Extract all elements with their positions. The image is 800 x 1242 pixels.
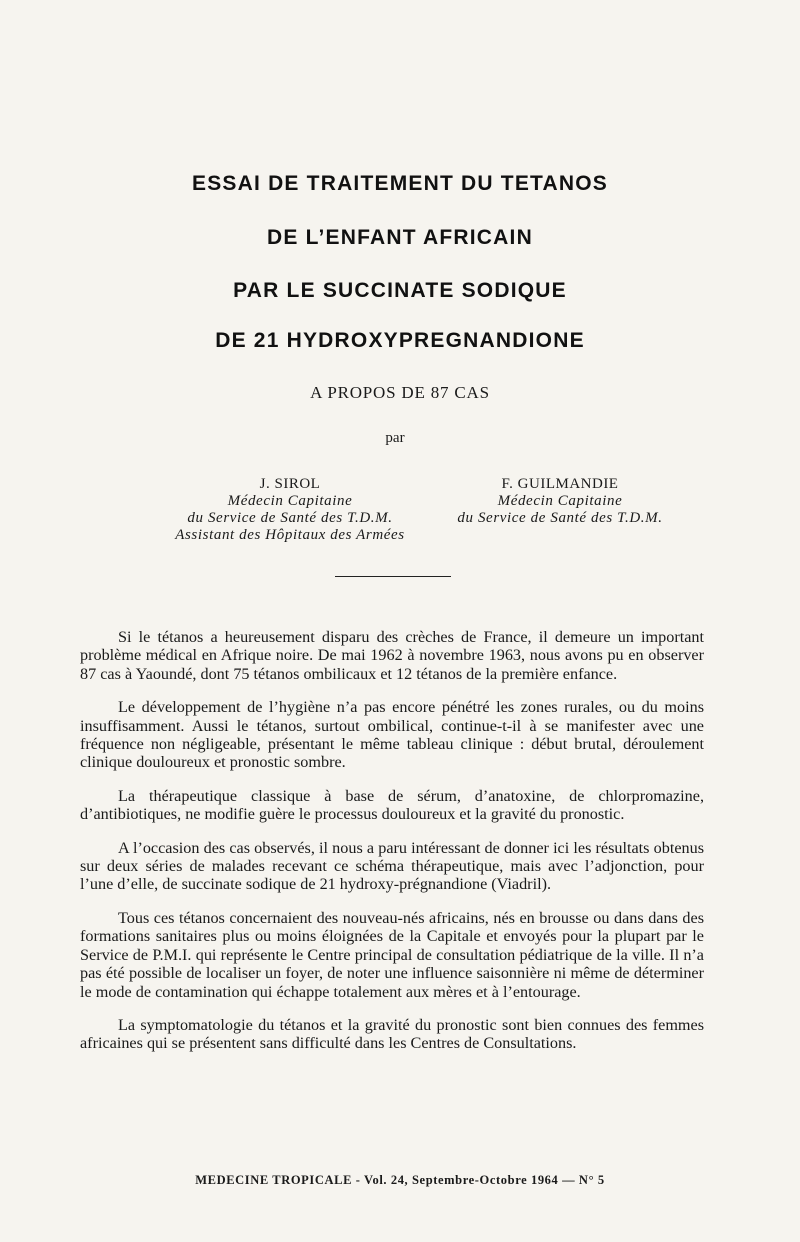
subtitle: A PROPOS DE 87 CAS — [310, 383, 490, 402]
author-guilmandie — [420, 476, 700, 527]
author-name: F. GUILMANDIE — [501, 476, 619, 492]
author-role: du Service de Santé des T.D.M. — [187, 510, 393, 526]
title-line-4: DE 21 HYDROXYPREGNANDIONE — [215, 329, 585, 352]
paragraph: Si le tétanos a heureusement disparu des crèches de France, il demeure un important problème médical en Afrique noire. De mai 1962 à novembre 1963, nous avons pu en observer 87 cas à Yaoundé, dont 75 tétanos ombilicaux et 12 tétanos de la première enfance. — [80, 628, 704, 683]
author-role: Assistant des Hôpitaux des Armées — [175, 527, 405, 543]
author-role: Médecin Capitaine — [227, 493, 353, 509]
paragraph: La thérapeutique classique à base de sérum, d’anatoxine, de chlorpromazine, d’antibiotiques, ne modifie guère le processus douloureux et la gravité du pronostic. — [80, 786, 704, 824]
paragraph: A l’occasion des cas observés, il nous a paru intéressant de donner ici les résultats obtenus sur deux séries de malades recevant ce schéma thérapeutique, mais avec l’adjonction, pour l’une d’elle, de succinate sodique de 21 hydroxy-prégnandione (Viadril). — [80, 838, 704, 894]
paragraph: Tous ces tétanos concernaient des nouveau-nés africains, nés en brousse ou dans dans des formations sanitaires plus ou moins éloignées de la Capitale et envoyés pour la plupart par le Service de P.M.I. qui représente le Centre principal de consultation pédiatrique de la ville. Il n’a pas été possible de localiser un foyer, de noter une influence saisonnière ni même de déterminer le mode de contamination qui échappe totalement aux mères et à l’entourage. — [80, 908, 704, 1001]
by-line: par — [385, 430, 405, 446]
title-line-1: ESSAI DE TRAITEMENT DU TETANOS — [192, 172, 608, 195]
paragraph: La symptomatologie du tétanos et la gravité du pronostic sont bien connues des femmes africaines qui se présentent sans difficulté dans les Centres de Consultations. — [80, 1015, 704, 1053]
author-name: J. SIROL — [259, 476, 321, 492]
author-role: Médecin Capitaine — [497, 493, 623, 509]
author-sirol — [140, 476, 440, 544]
author-role: du Service de Santé des T.D.M. — [457, 510, 663, 526]
separator-rule — [335, 576, 451, 577]
title-line-2: DE L’ENFANT AFRICAIN — [267, 226, 533, 249]
journal-footer: MEDECINE TROPICALE - Vol. 24, Septembre-Octobre 1964 — N° 5 — [195, 1173, 605, 1187]
paragraph: Le développement de l’hygiène n’a pas encore pénétré les zones rurales, ou du moins insuffisamment. Aussi le tétanos, surtout ombilical, continue-t-il à se manifester avec une fréquence non négligeable, présentant le même tableau clinique : début brutal, déroulement clinique douloureux et pronostic sombre. — [80, 698, 704, 772]
title-line-3: PAR LE SUCCINATE SODIQUE — [233, 279, 567, 302]
article-body — [80, 628, 704, 1068]
